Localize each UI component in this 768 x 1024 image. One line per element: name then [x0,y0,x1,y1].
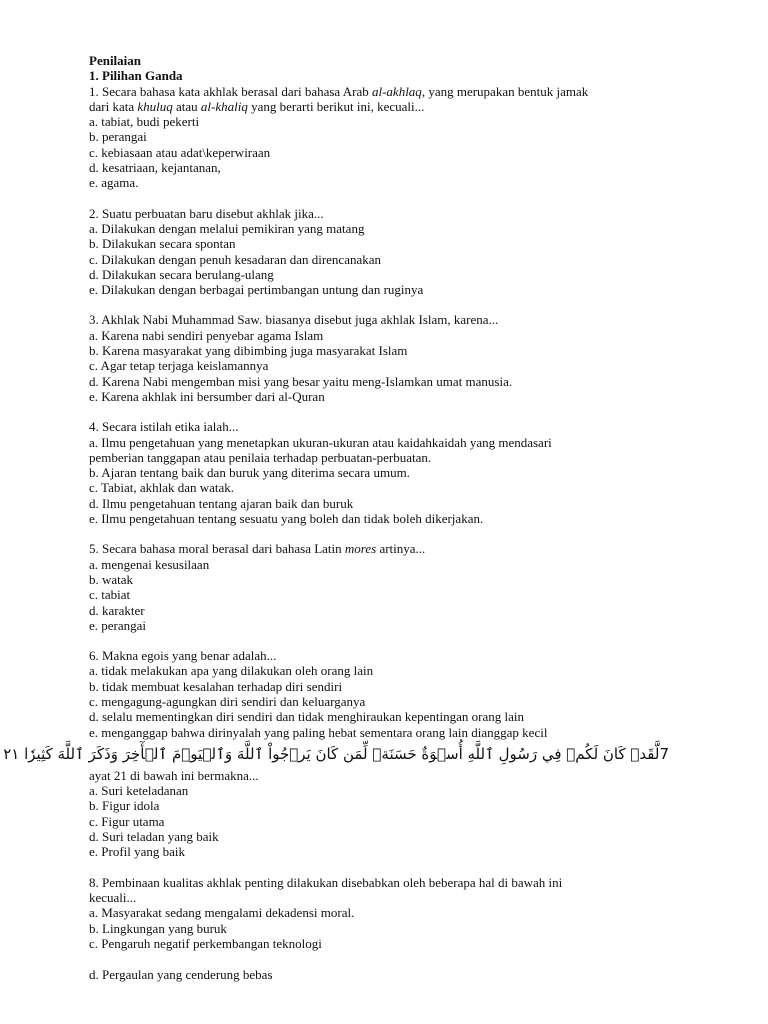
answer-option: b. Karena masyarakat yang dibimbing juga masyarakat Islam [89,343,408,359]
answer-option: e. perangai [89,617,147,633]
answer-option: d. karakter [89,602,145,618]
answer-option: d. Ilmu pengetahuan tentang ajaran baik dan buruk [89,495,354,511]
question-stem: 3. Akhlak Nabi Muhammad Saw. biasanya disebut juga akhlak Islam, karena... [89,312,499,328]
answer-option: d. Karena Nabi mengemban misi yang besar yaitu meng-Islamkan umat manusia. [89,373,513,389]
answer-option: c. Dilakukan dengan penuh kesadaran dan direncanakan [89,251,382,267]
page-title: Penilaian [89,53,142,68]
answer-option: b. perangai [89,129,147,145]
answer-option: e. Ilmu pengetahuan tentang sesuatu yang boleh dan tidak boleh dikerjakan. [89,511,484,527]
answer-option: c. Agar tetap terjaga keislamannya [89,358,269,374]
answer-option: a. Dilakukan dengan melalui pemikiran yang matang [89,220,365,236]
answer-option: a. Masyarakat sedang mengalami dekadensi moral. [89,905,355,921]
answer-option: b. Dilakukan secara spontan [89,236,236,252]
answer-option: e. Dilakukan dengan berbagai pertimbangan untung dan ruginya [89,282,424,298]
answer-option: d. kesatriaan, kejantanan, [89,160,221,176]
question-stem: 5. Secara bahasa moral berasal dari bahasa Latin mores artinya... [89,541,426,557]
answer-option: b. watak [89,571,134,587]
question-3 [89,312,689,404]
answer-option: d. selalu mementingkan diri sendiri dan tidak menghiraukan kepentingan orang lain [89,709,525,725]
question-2 [89,206,689,298]
answer-option: e. Karena akhlak ini bersumber dari al-Quran [89,388,325,404]
answer-option: a. Karena nabi sendiri penyebar agama Islam [89,327,324,343]
question-stem: 8. Pembinaan kualitas akhlak penting dilakukan disebabkan oleh beberapa hal di bawah ini [89,874,563,890]
answer-option: d. Suri teladan yang baik [89,829,219,845]
document-content [3,53,689,983]
answer-option: c. mengagung-agungkan diri sendiri dan keluarganya [89,693,366,709]
question-5 [89,541,689,633]
answer-option: a. tabiat, budi pekerti [89,114,200,130]
question-1 [89,84,689,191]
answer-option: b. Lingkungan yang buruk [89,920,227,936]
question-6 [89,648,689,740]
answer-option: e. agama. [89,175,139,191]
question-stem: 4. Secara istilah etika ialah... [89,419,239,435]
section-title: 1. Pilihan Ganda [89,68,183,84]
answer-option: d. Dilakukan secara berulang-ulang [89,266,274,282]
question-4 [89,419,689,526]
answer-option: b. Figur idola [89,798,160,814]
answer-option: c. Tabiat, akhlak dan watak. [89,480,235,496]
answer-option: d. Pergaulan yang cenderung bebas [89,967,273,983]
answer-option: b. Ajaran tentang baik dan buruk yang diterima secara umum. [89,465,410,481]
answer-option: b. tidak membuat kesalahan terhadap diri sendiri [89,678,343,694]
question-stem: ayat 21 di bawah ini bermakna... [89,767,259,783]
answer-option: a. Ilmu pengetahuan yang menetapkan ukuran-ukuran atau kaidahkaidah yang mendasari [89,434,552,450]
question-stem: 6. Makna egois yang benar adalah... [89,648,277,664]
answer-option: e. menganggap bahwa dirinyalah yang paling hebat sementara orang lain dianggap kecil [89,724,548,740]
answer-option: a. Suri keteladanan [89,783,189,799]
question-8 [89,875,689,983]
answer-option: a. tidak melakukan apa yang dilakukan oleh orang lain [89,663,374,679]
answer-option: c. tabiat [89,587,131,603]
answer-option: c. Figur utama [89,813,165,829]
answer-option: pemberian tanggapan atau penilaia terhadap perbuatan-perbuatan. [89,449,432,465]
question-stem: dari kata khuluq atau al-khaliq yang berarti berikut ini, kecuali... [89,98,425,114]
answer-option: e. Profil yang baik [89,844,186,860]
question-7 [3,740,689,860]
answer-option: a. mengenai kesusilaan [89,556,210,572]
arabic-verse: 7لَّقَدۡ كَانَ لَكُمۡ فِي رَسُولِ ٱللَّهِ أُسۡوَةٌ حَسَنَةٞ لِّمَن كَانَ يَرۡجُواْ ٱللَّهَ وَٱلۡيَوۡمَ ٱلۡأٓخِرَ وَذَكَرَ ٱللَّهَ كَثِيرٗا ٢١ [3,744,669,763]
question-stem: 1. Secara bahasa kata akhlak berasal dari bahasa Arab al-akhlaq, yang merupakan bentuk jamak [89,83,589,99]
question-stem: 2. Suatu perbuatan baru disebut akhlak jika... [89,205,324,221]
answer-option: c. Pengaruh negatif perkembangan teknologi [89,935,322,951]
question-stem: kecuali... [89,889,137,905]
answer-option: c. kebiasaan atau adat\keperwiraan [89,144,271,160]
